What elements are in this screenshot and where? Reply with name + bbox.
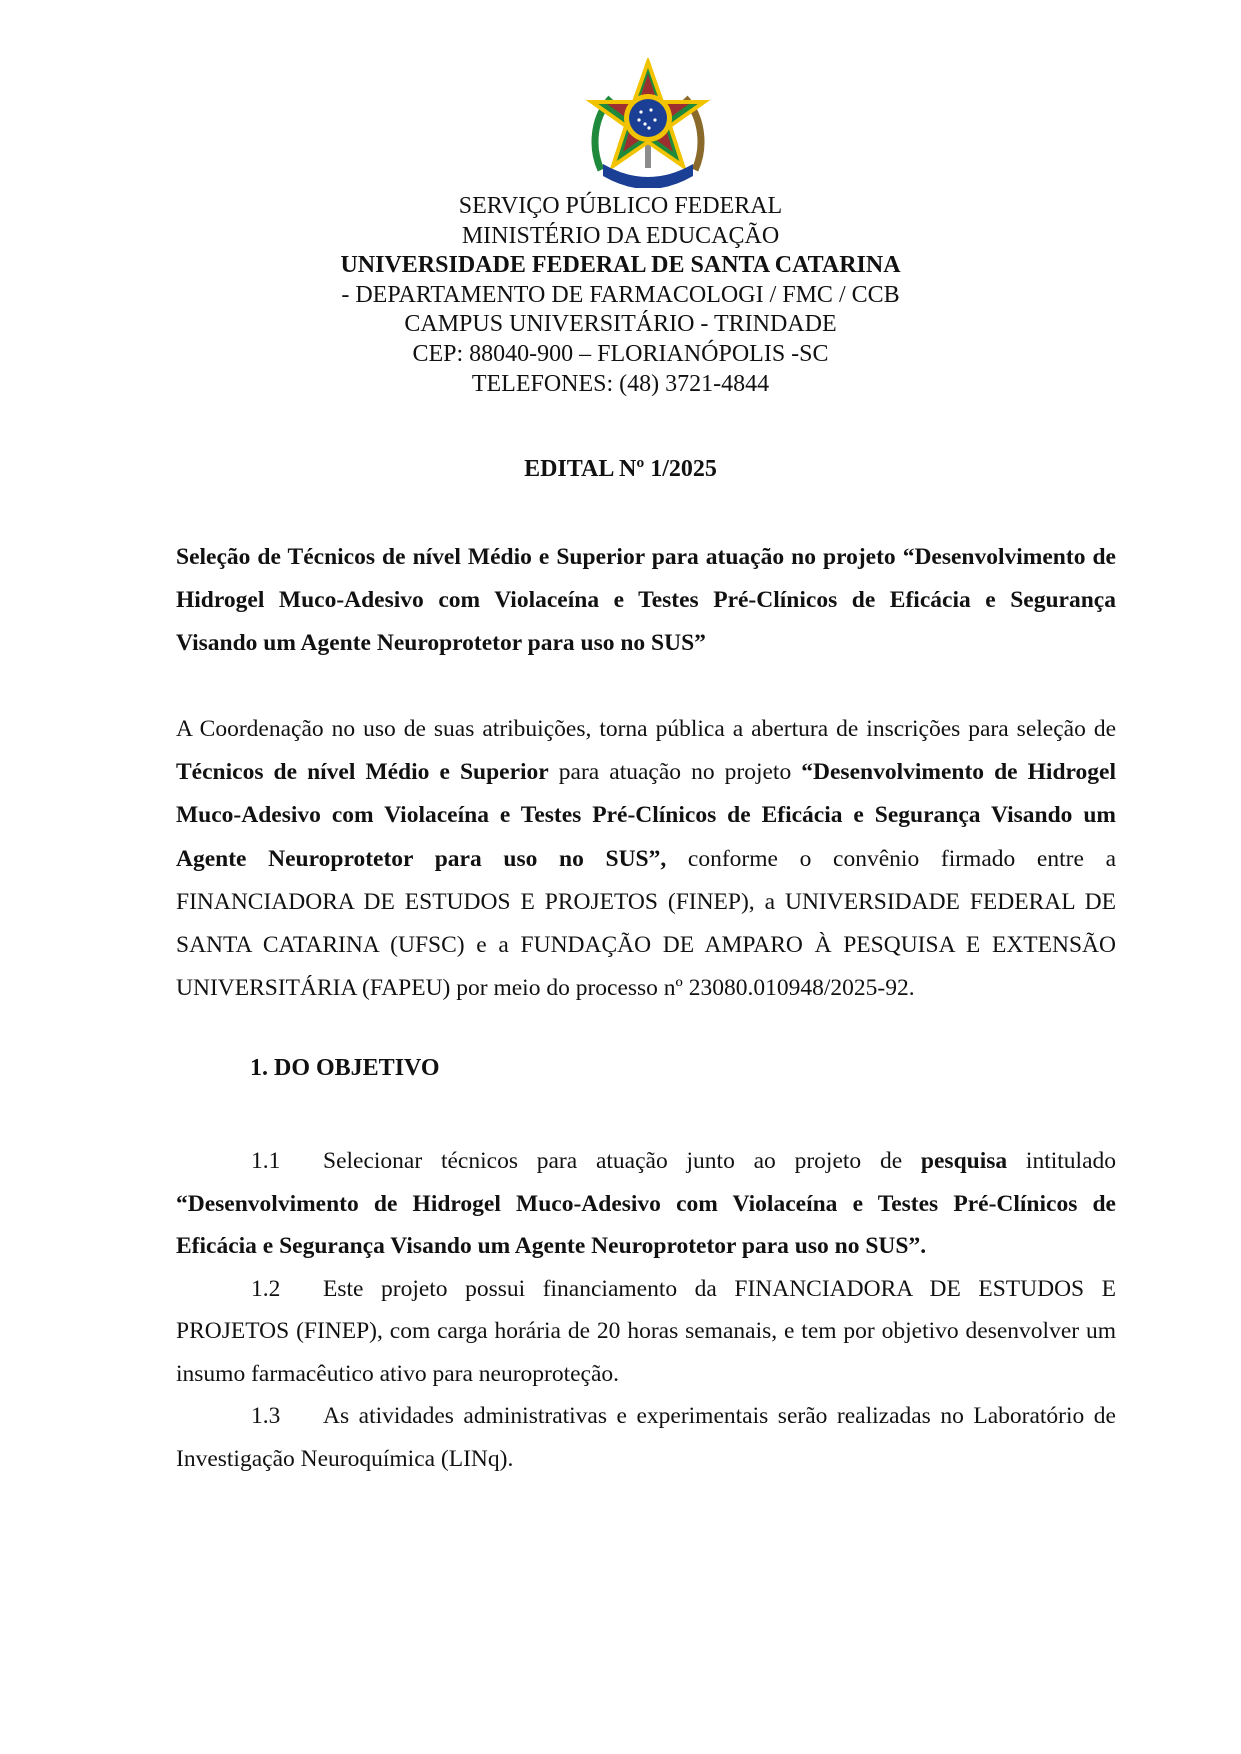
objective-item-1-3 — [176, 1395, 1116, 1480]
header-line-phones: TELEFONES: (48) 3721-4844 — [471, 370, 770, 397]
objective-item-1-2 — [176, 1268, 1116, 1396]
intro-bold-project: “Desenvolvimento de Hidrogel Muco-Adesivo com Violaceína e Testes Pré-Clínicos de Eficácia e Segurança Visando um Agente Neuroprotetor para uso no SUS”, — [176, 759, 1116, 872]
institution-header — [0, 192, 1241, 399]
header-line-ministry: MINISTÉRIO DA EDUCAÇÃO — [461, 222, 780, 249]
item-bold-project-title: “Desenvolvimento de Hidrogel Muco-Adesivo com Violaceína e Testes Pré-Clínicos de Eficácia e Segurança Visando um Agente Neuroprotetor para uso no SUS”. — [176, 1190, 1116, 1259]
header-line-department: - DEPARTAMENTO DE FARMACOLOGI / FMC / CCB — [341, 281, 900, 308]
item-number: 1.3 — [251, 1403, 281, 1429]
item-text: Selecionar técnicos para atuação junto ao projeto de — [323, 1148, 921, 1174]
intro-paragraph — [176, 708, 1116, 1010]
objective-items — [176, 1140, 1116, 1480]
edital-title: EDITAL Nº 1/2025 — [524, 456, 717, 482]
header-line-service: SERVIÇO PÚBLICO FEDERAL — [458, 193, 783, 219]
item-text: Este projeto possui financiamento da FINANCIADORA DE ESTUDOS E PROJETOS (FINEP), com carga horária de 20 horas semanais, e tem por objetivo desenvolver um insumo farmacêutico ativo para neuroproteção. — [176, 1275, 1116, 1387]
intro-text-1: A Coordenação no uso de suas atribuições, torna pública a abertura de inscrições para seleção de — [176, 716, 1116, 742]
item-number: 1.1 — [251, 1148, 281, 1174]
section-heading-objective: 1. DO OBJETIVO — [250, 1055, 440, 1081]
item-bold-research: pesquisa — [920, 1148, 1008, 1174]
item-text: intitulado — [1007, 1148, 1117, 1174]
item-text: As atividades administrativas e experimentais serão realizadas no Laboratório de Investigação Neuroquímica (LINq). — [176, 1403, 1116, 1472]
coat-of-arms-emblem — [583, 58, 713, 188]
objective-item-1-1 — [176, 1140, 1116, 1268]
item-number: 1.2 — [251, 1275, 281, 1302]
selection-title: Seleção de Técnicos de nível Médio e Superior para atuação no projeto “Desenvolvimento de Hidrogel Muco-Adesivo com Violaceína e Testes Pré-Clínicos de Eficácia e Segurança Visando um Agente Neuroprotetor para uso no SUS” — [176, 544, 1116, 656]
intro-bold-positions: Técnicos de nível Médio e Superior — [176, 759, 549, 786]
intro-text-2: para atuação no projeto — [548, 759, 802, 786]
intro-text-3: conforme o convênio firmado entre a FINANCIADORA DE ESTUDOS E PROJETOS (FINEP), a UNIVERSIDADE FEDERAL DE SANTA CATARINA (UFSC) e a FUNDAÇÃO DE AMPARO À PESQUISA E EXTENSÃO UNIVERSITÁRIA (FAPEU) por meio do processo nº 23080.010948/2025-92. — [176, 845, 1116, 1002]
header-line-university: UNIVERSIDADE FEDERAL DE SANTA CATARINA — [340, 252, 901, 279]
header-line-campus: CAMPUS UNIVERSITÁRIO - TRINDADE — [404, 311, 837, 338]
header-line-address: CEP: 88040-900 – FLORIANÓPOLIS -SC — [412, 340, 829, 367]
